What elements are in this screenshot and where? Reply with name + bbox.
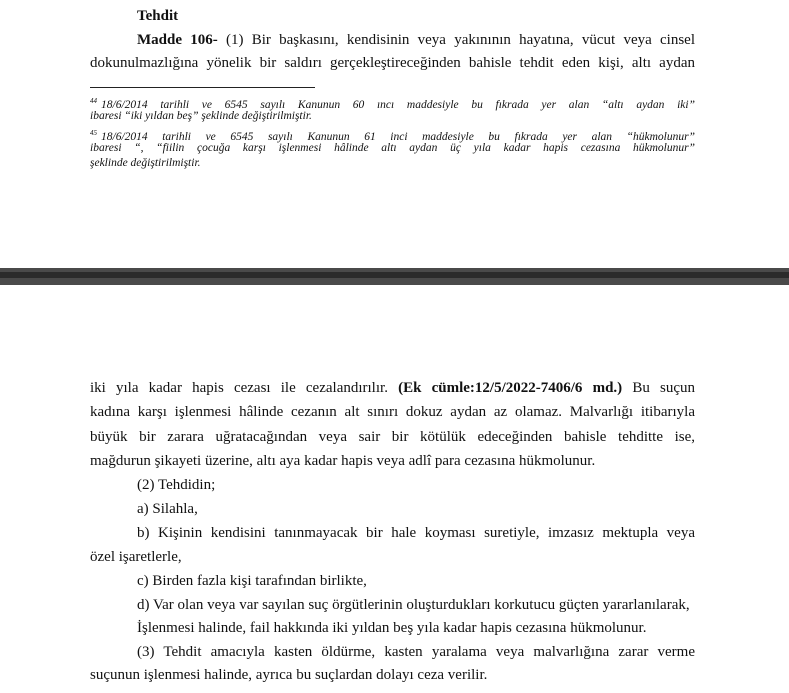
paragraph-1-line-2: kadına karşı işlenmesi hâlinde cezanın alt sınırı dokuz aydan az olamaz. Malvarlığı itibarıyla xyxy=(90,404,695,420)
page-separator xyxy=(0,268,789,285)
clause-d-line-1: d) Var olan veya var sayılan suç örgütlerinin oluşturdukları korkutucu güçten yararlanılarak, xyxy=(137,597,690,613)
footnote-number: 44 xyxy=(90,97,97,105)
clause-d-line-2: İşlenmesi halinde, fail hakkında iki yıldan beş yıla kadar hapis cezasına hükmolunur. xyxy=(137,620,647,636)
clause-c: c) Birden fazla kişi tarafından birlikte, xyxy=(137,573,367,589)
footnote-45-line-2: ibaresi “, “fiilin çocuğa karşı işlenmesi hâlinde altı aydan üç yıla kadar hapis cezasına hükmolunur” xyxy=(90,142,695,154)
footnote-44-line-1: $^{44}$ 18/6/2014 tarihli ve 6545 sayılı Kanunun 60 ıncı maddesiyle bu fıkrada yer alan “altı aydan iki” xyxy=(90,97,695,111)
document-page-bottom xyxy=(0,285,789,693)
article-line-1 xyxy=(137,30,695,50)
footnote-44-line-2: ibaresi “iki yıldan beş” şeklinde değiştirilmiştir. xyxy=(90,110,312,122)
paragraph-3-line-2: suçunun işlenmesi halinde, ayrıca bu suçlardan dolayı ceza verilir. xyxy=(90,667,488,683)
paragraph-2: (2) Tehdidin; xyxy=(137,477,216,493)
clause-a: a) Silahla, xyxy=(137,501,198,517)
amendment-note: (Ek cümle:12/5/2022-7406/6 md.) xyxy=(398,380,623,396)
clause-b-line-2: özel işaretlerle, xyxy=(90,549,182,565)
article-label: Madde 106- xyxy=(137,32,218,48)
clause-b-line-1: b) Kişinin kendisini tanınmayacak bir hale koyması suretiyle, imzasız mektupla veya xyxy=(137,525,695,541)
footnote-45-line-3: şeklinde değiştirilmiştir. xyxy=(90,157,201,169)
footnote-divider xyxy=(90,87,315,88)
article-text-1: (1) Bir başkasını, kendisinin veya yakınının hayatına, vücut veya cinsel xyxy=(217,32,695,48)
article-line-2: dokunulmazlığına yönelik bir saldırı gerçekleştireceğinden bahisle tehdit eden kişi, altı aydan xyxy=(90,55,695,71)
footnote-number: 45 xyxy=(90,129,97,137)
document-page-top xyxy=(0,0,789,268)
paragraph-1-line-4: mağdurun şikayeti üzerine, altı aya kadar hapis veya adlî para cezasına hükmolunur. xyxy=(90,453,596,469)
paragraph-1-line-3: büyük bir zarara uğratacağından veya sair bir kötülük edeceğinden bahisle tehditte ise, xyxy=(90,429,695,445)
paragraph-3-line-1: (3) Tehdit amacıyla kasten öldürme, kasten yaralama veya malvarlığına zarar verme xyxy=(137,644,695,660)
footnote-45-line-1: $^{45}$ 18/6/2014 tarihli ve 6545 sayılı Kanunun 61 inci maddesiyle bu fıkrada yer alan “hükmolunur” xyxy=(90,129,695,143)
section-heading: Tehdit xyxy=(137,8,179,24)
paragraph-1-line-1: iki yıla kadar hapis cezası ile cezalandırılır. (Ek cümle:12/5/2022-7406/6 md.) Bu suçun xyxy=(90,380,695,396)
